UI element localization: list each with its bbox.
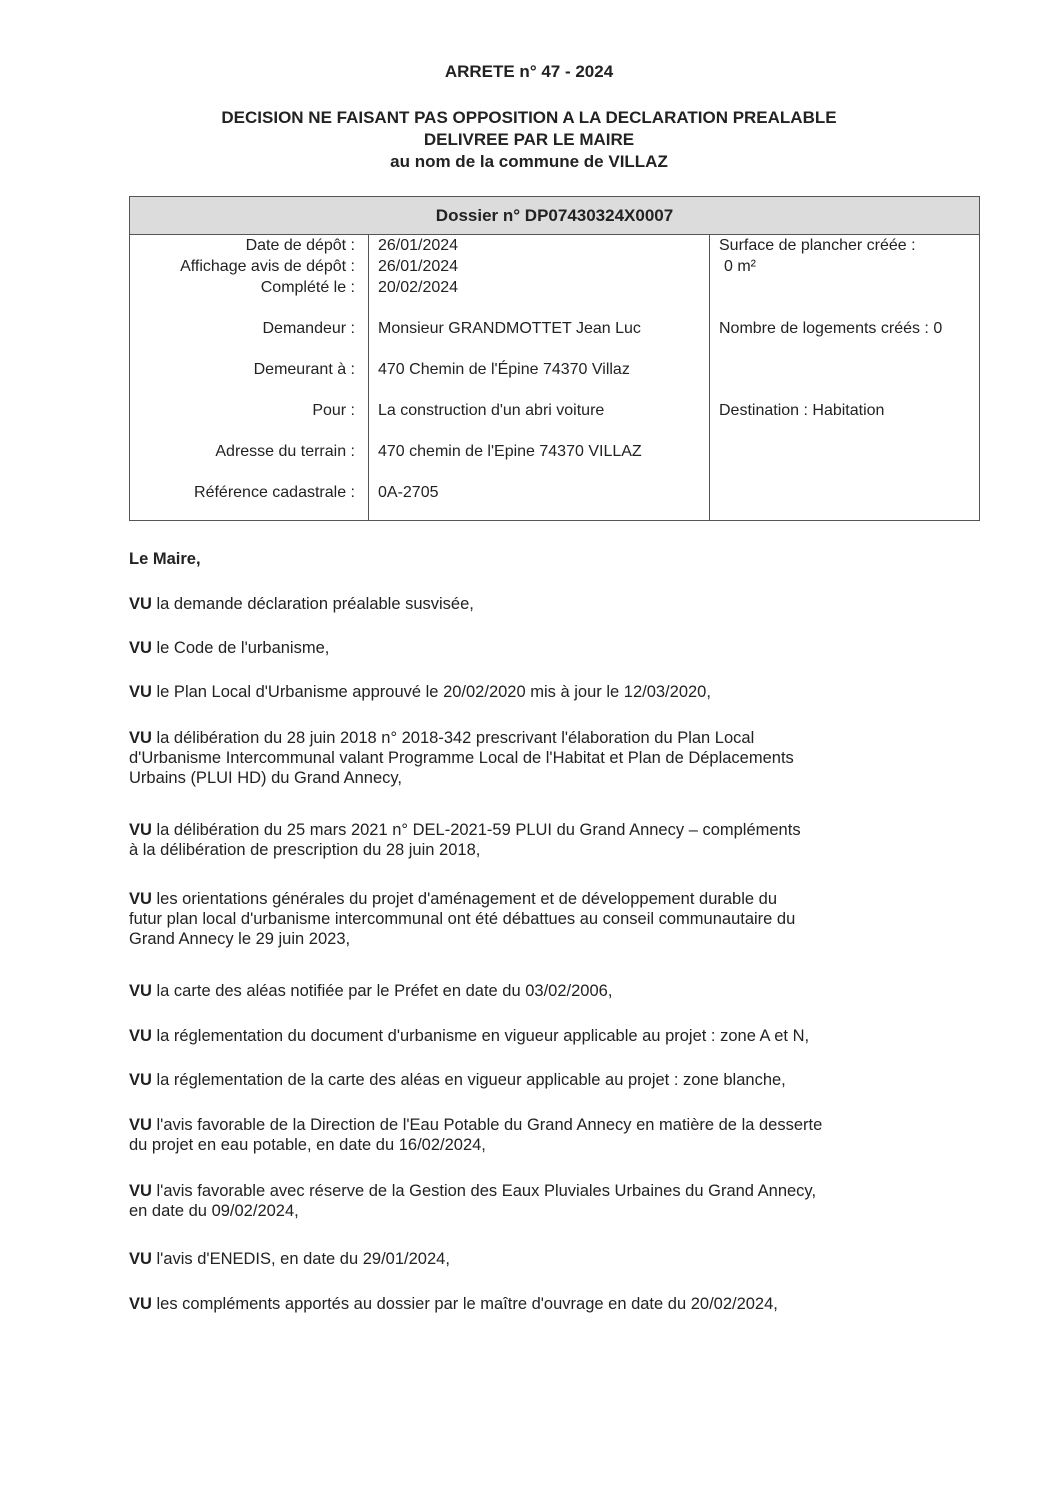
decision-title-line1: DECISION NE FAISANT PAS OPPOSITION A LA DECLARATION PREALABLE bbox=[221, 108, 837, 127]
vu-paragraph: VU la carte des aléas notifiée par le Préfet en date du 03/02/2006, bbox=[129, 982, 613, 1000]
adresse-value: 470 chemin de l'Epine 74370 VILLAZ bbox=[378, 443, 642, 460]
affichage-value: 26/01/2024 bbox=[378, 258, 459, 275]
decision-title-line3: au nom de la commune de VILLAZ bbox=[390, 152, 668, 171]
vu-paragraph: VU le Plan Local d'Urbanisme approuvé le 20/02/2020 mis à jour le 12/03/2020, bbox=[129, 683, 711, 701]
affichage-label: Affichage avis de dépôt : bbox=[180, 258, 355, 275]
surface-label: Surface de plancher créée : bbox=[719, 237, 916, 254]
vu-paragraph: VU la délibération du 25 mars 2021 n° DEL-2021-59 PLUI du Grand Annecy – compléments à la délibération de prescription du 28 juin 2018, bbox=[129, 821, 801, 859]
table-divider bbox=[709, 235, 710, 520]
cadastre-value: 0A-2705 bbox=[378, 484, 439, 501]
vu-paragraph: VU les orientations générales du projet d'aménagement et de développement durable du futur plan local d'urbanisme intercommunal ont été débattues au conseil communautaire du Grand Annecy le 29 juin 2023, bbox=[129, 890, 796, 948]
demandeur-value: Monsieur GRANDMOTTET Jean Luc bbox=[378, 320, 641, 337]
demandeur-label: Demandeur : bbox=[262, 320, 355, 337]
cadastre-label: Référence cadastrale : bbox=[194, 484, 355, 501]
vu-paragraph: VU la délibération du 28 juin 2018 n° 2018-342 prescrivant l'élaboration du Plan Local d'Urbanisme Intercommunal valant Programme Local de l'Habitat et Plan de Déplacements Urbains (PLUI HD) du Grand Annecy, bbox=[129, 729, 794, 787]
dossier-table bbox=[129, 196, 980, 521]
vu-paragraph: VU l'avis favorable de la Direction de l'Eau Potable du Grand Annecy en matière de la desserte du projet en eau potable, en date du 16/02/2024, bbox=[129, 1116, 823, 1154]
complete-value: 20/02/2024 bbox=[378, 279, 459, 296]
vu-paragraph: VU la réglementation de la carte des aléas en vigueur applicable au projet : zone blanche, bbox=[129, 1071, 786, 1089]
adresse-label: Adresse du terrain : bbox=[215, 443, 355, 460]
pour-label: Pour : bbox=[312, 402, 355, 419]
vu-paragraph: VU l'avis d'ENEDIS, en date du 29/01/2024, bbox=[129, 1250, 450, 1268]
vu-paragraph: VU la réglementation du document d'urbanisme en vigueur applicable au projet : zone A et N, bbox=[129, 1027, 810, 1045]
table-divider bbox=[368, 235, 369, 520]
surface-value: 0 m² bbox=[724, 258, 756, 275]
maire-heading: Le Maire, bbox=[129, 550, 201, 568]
vu-paragraph: VU la demande déclaration préalable susvisée, bbox=[129, 595, 474, 613]
vu-paragraph: VU le Code de l'urbanisme, bbox=[129, 639, 330, 657]
complete-label: Complété le : bbox=[260, 279, 355, 296]
pour-value: La construction d'un abri voiture bbox=[378, 402, 605, 419]
decision-title-line2: DELIVREE PAR LE MAIRE bbox=[423, 130, 635, 149]
date-depot-value: 26/01/2024 bbox=[378, 237, 459, 254]
destination-info: Destination : Habitation bbox=[719, 402, 885, 419]
vu-paragraph: VU l'avis favorable avec réserve de la Gestion des Eaux Pluviales Urbaines du Grand Annecy, en date du 09/02/2024, bbox=[129, 1182, 817, 1220]
date-depot-label: Date de dépôt : bbox=[245, 237, 355, 254]
vu-paragraph: VU les compléments apportés au dossier par le maître d'ouvrage en date du 20/02/2024, bbox=[129, 1295, 778, 1313]
arrete-number: ARRETE n° 47 - 2024 bbox=[444, 62, 614, 81]
demeurant-value: 470 Chemin de l'Épine 74370 Villaz bbox=[378, 361, 630, 378]
dossier-title: Dossier n° DP07430324X0007 bbox=[130, 197, 979, 235]
demeurant-label: Demeurant à : bbox=[253, 361, 355, 378]
logements-info: Nombre de logements créés : 0 bbox=[719, 320, 943, 337]
